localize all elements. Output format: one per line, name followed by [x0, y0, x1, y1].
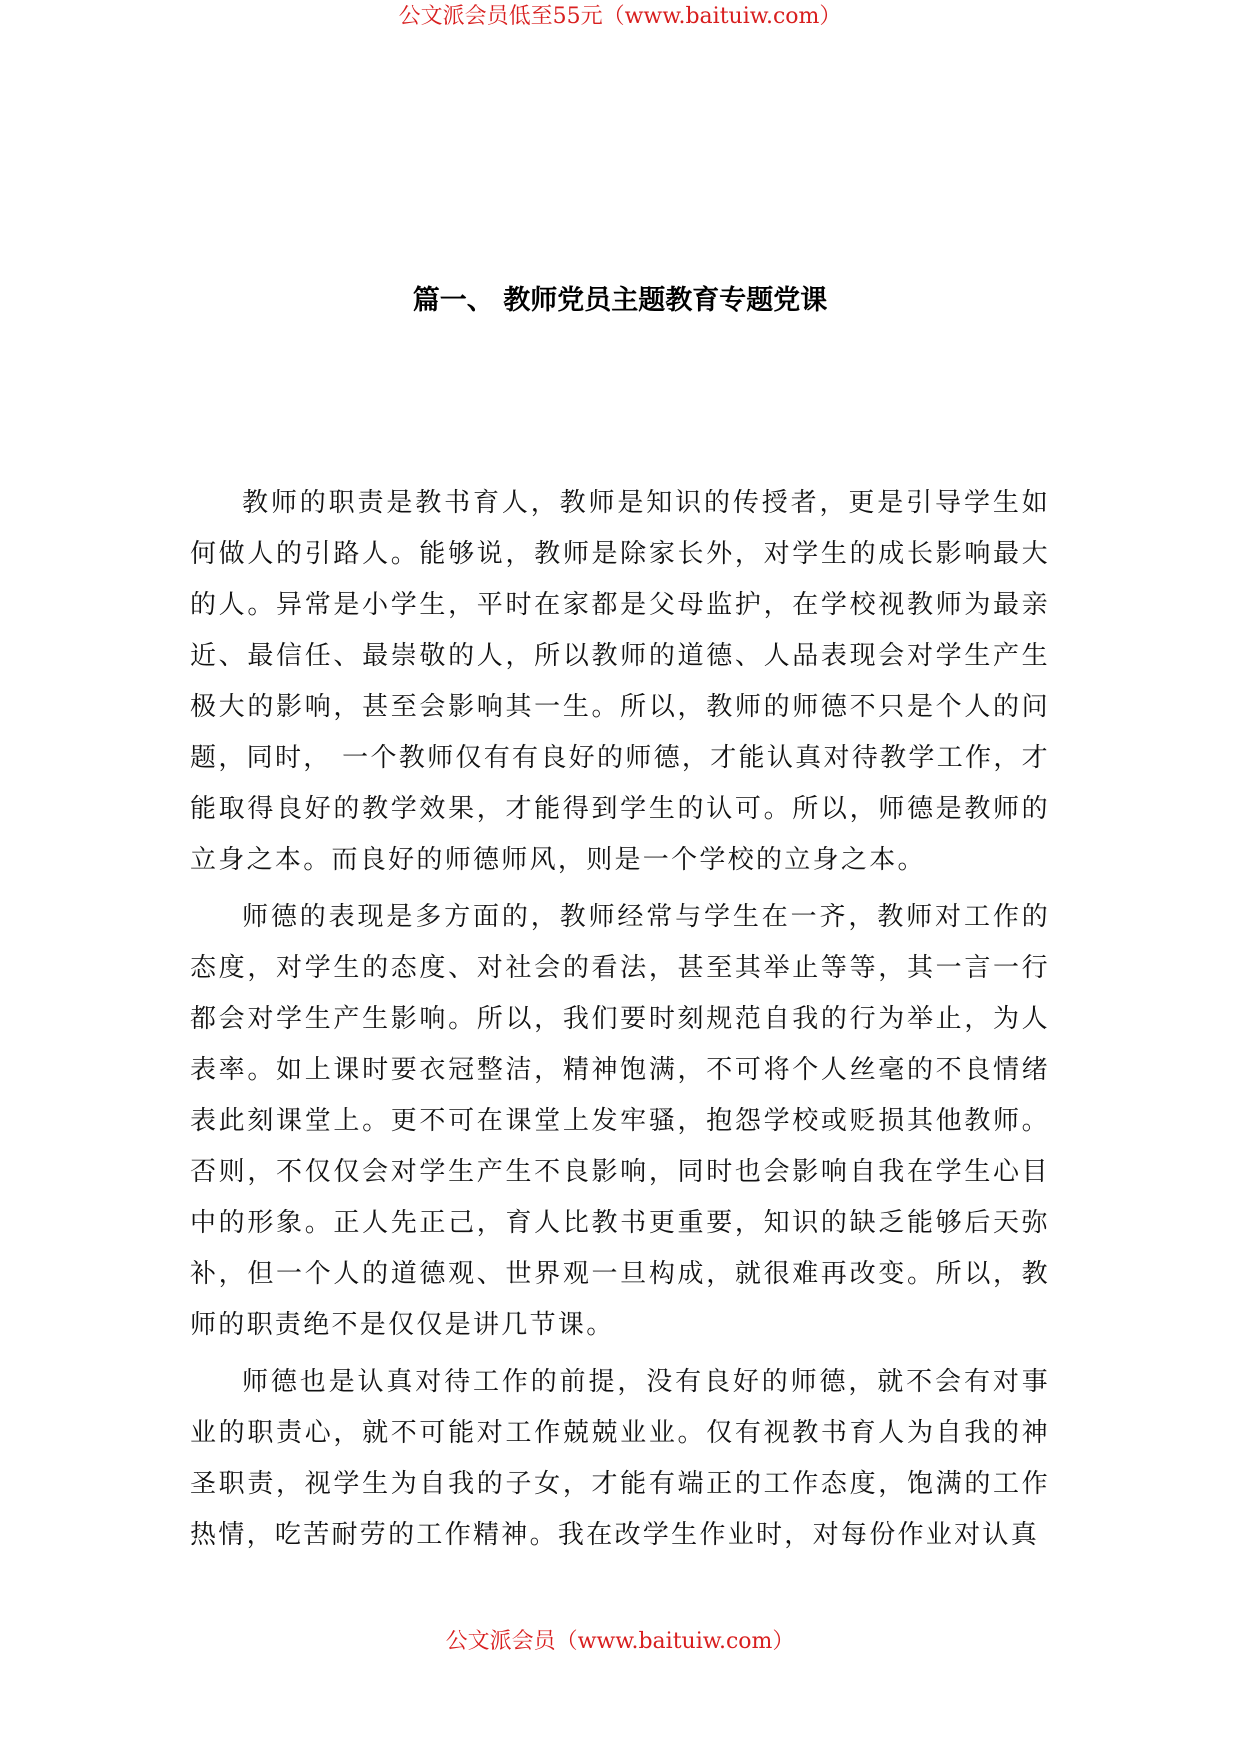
body-paragraph-1: 教师的职责是教书育人，教师是知识的传授者，更是引导学生如何做人的引路人。能够说，教师是除家长外，对学生的成长影响最大的人。异常是小学生，平时在家都是父母监护，在学校视教师为最亲近、最信任、最崇敬的人，所以教师的道德、人品表现会对学生产生极大的影响，甚至会影响其一生。所以，教师的师德不只是个人的问题，同时， 一个教师仅有有良好的师德，才能认真对待教学工作，才能取得良好的教学效果，才能得到学生的认可。所以，师德是教师的立身之本。而良好的师德师风，则是一个学校的立身之本。 — [190, 488, 1050, 875]
document-title: 篇一、 教师党员主题教育专题党课 — [412, 285, 828, 316]
body-paragraph-3: 师德也是认真对待工作的前提，没有良好的师德，就不会有对事业的职责心，就不可能对工作兢兢业业。仅有视教书育人为自我的神圣职责，视学生为自我的子女，才能有端正的工作态度，饱满的工作热情，吃苦耐劳的工作精神。我在改学生作业时，对每份作业对认真 — [190, 1367, 1050, 1550]
header-promo-banner: 公文派会员低至55元（www.baituiw.com） — [398, 4, 842, 29]
body-paragraph-2: 师德的表现是多方面的，教师经常与学生在一齐，教师对工作的态度，对学生的态度、对社会的看法，甚至其举止等等，其一言一行都会对学生产生影响。所以，我们要时刻规范自我的行为举止，为人表率。如上课时要衣冠整洁，精神饱满，不可将个人丝毫的不良情绪表此刻课堂上。更不可在课堂上发牢骚，抱怨学校或贬损其他教师。否则，不仅仅会对学生产生不良影响，同时也会影响自我在学生心目中的形象。正人先正己，育人比教书更重要，知识的缺乏能够后天弥补，但一个人的道德观、世界观一旦构成，就很难再改变。所以，教师的职责绝不是仅仅是讲几节课。 — [190, 902, 1050, 1340]
footer-promo-banner: 公文派会员（www.baituiw.com） — [445, 1629, 795, 1654]
document-body — [190, 478, 1050, 1561]
